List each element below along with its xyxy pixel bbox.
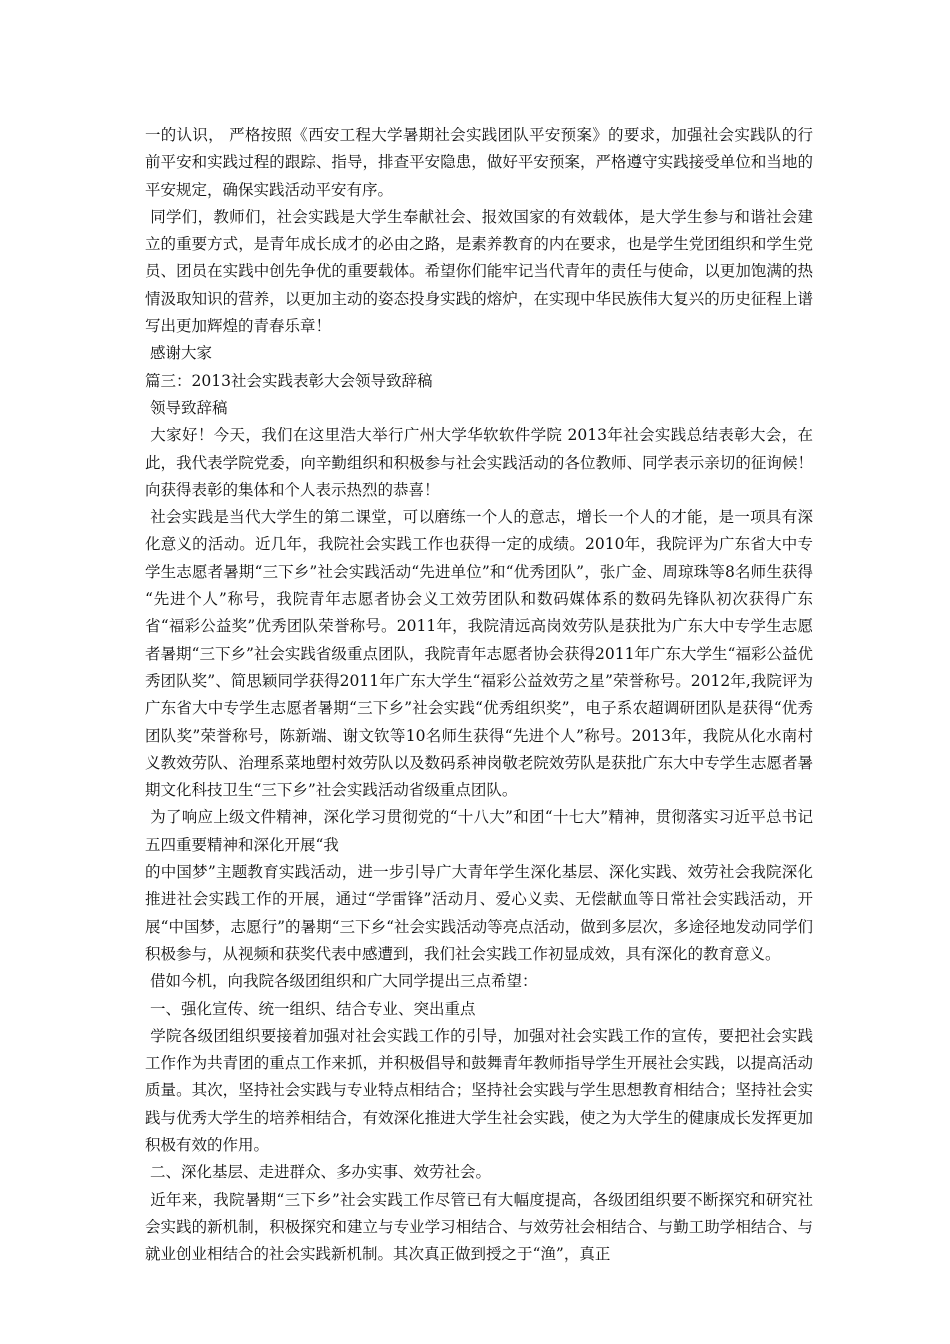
paragraph-closing-remarks: 同学们，教师们，社会实践是大学生奉献社会、报效国家的有效载体，是大学生参与和谐社会建立的重要方式，是青年成长成才的必由之路，是素养教育的内在要求，也是学生党团组织和学生党员、团员在实践中创先争优的重要载体。希望你们能牢记当代青年的责任与使命，以更加饱满的热情汲取知识的营养，以更加主动的姿态投身实践的熔炉，在实现中华民族伟大复兴的历史征程上谱写出更加辉煌的青春乐章！ [145,207,813,336]
paragraph-safety-plan: 一的认识， 严格按照《西安工程大学暑期社会实践团队平安预案》的要求，加强社会实践队的行前平安和实践过程的跟踪、指导，排查平安隐患，做好平安预案，严格遵守实践接受单位和当地的平安规定，确保实践活动平安有序。 [145,126,813,199]
paragraph-spirit: 为了响应上级文件精神，深化学习贯彻党的“十八大”和团“十七大”精神，贯彻落实习近平总书记五四重要精神和深化开展“我 [145,808,813,854]
paragraph-hope-one: 学院各级团组织要接着加强对社会实践工作的引导，加强对社会实践工作的宣传，要把社会实践工作作为共青团的重点工作来抓，并积极倡导和鼓舞青年教师指导学生开展社会实践，以提高活动质量。其次，坚持社会实践与专业特点相结合；坚持社会实践与学生思想教育相结合；坚持社会实践与优秀大学生的培养相结合，有效深化推进大学生社会实践，使之为大学生的健康成长发挥更加积极有效的作用。 [145,1026,813,1154]
paragraph-achievements: 社会实践是当代大学生的第二课堂，可以磨练一个人的意志，增长一个人的才能，是一项具有深化意义的活动。近几年，我院社会实践工作也获得一定的成绩。2010年，我院评为广东省大中专学生志愿者暑期“三下乡”社会实践活动“先进单位”和“优秀团队”，张广金、周琼珠等8名师生获得 “先进个人”称号，我院青年志愿者协会义工效劳团队和数码媒体系的数码先锋队初次获得广东省“福彩公益奖”优秀团队荣誉称号。2011年，我院清远高岗效劳队是获批为广东大中专学生志愿者暑期“三下乡”社会实践省级重点团队，我院青年志愿者协会获得2011年广东大学生“福彩公益优秀团队奖”、简思颖同学获得2011年广东大学生“福彩公益效劳之星”荣誉称号。2012年,我院评为广东省大中专学生志愿者暑期“三下乡”社会实践“优秀组织奖”，电子系农超调研团队是获得“优秀团队奖”荣誉称号，陈新端、谢文钦等10名师生获得“先进个人”称号。2013年，我院从化水南村义教效劳队、治理系菜地塱村效劳队以及数码系神岗敬老院效劳队是获批广东大中专学生志愿者暑期文化科技卫生“三下乡”社会实践活动省级重点团队。 [145,508,818,800]
paragraph-china-dream: 的中国梦”主题教育实践活动，进一步引导广大青年学生深化基层、深化实践、效劳社会我院深化推进社会实践工作的开展，通过“学雷锋”活动月、爱心义卖、无偿献血等日常社会实践活动，开展“中国梦，志愿行”的暑期“三下乡“社会实践活动等亮点活动，做到多层次，多途径地发动同学们积极参与，从视频和获奖代表中感遭到，我们社会实践工作初显成效，具有深化的教育意义。 [145,863,813,963]
heading-hope-one: 一、强化宣传、统一组织、结合专业、突出重点 [145,999,476,1018]
paragraph-thanks: 感谢大家 [145,344,212,363]
heading-hope-two: 二、深化基层、走进群众、多办实事、效劳社会。 [145,1163,491,1182]
speech-title: 领导致辞稿 [145,398,228,417]
paragraph-three-hopes: 借如今机，向我院各级团组织和广大同学提出三点希望： [145,972,538,991]
document-page [145,122,818,1268]
paragraph-hope-two: 近年来，我院暑期“三下乡”社会实践工作尽管已有大幅度提高，各级团组织要不断探究和研究社会实践的新机制，积极探究和建立与专业学习相结合、与效劳社会相结合、与勤工助学相结合、与就业创业相结合的社会实践新机制。其次真正做到授之于“渔”，真正 [145,1190,813,1264]
section-title: 篇三：2013社会实践表彰大会领导致辞稿 [145,371,433,390]
paragraph-greeting: 大家好！今天，我们在这里浩大举行广州大学华软软件学院 2013年社会实践总结表彰大会，在此，我代表学院党委，向辛勤组织和积极参与社会实践活动的各位教师、同学表示亲切的征询候！向获得表彰的集体和个人表示热烈的恭喜！ [145,426,813,499]
